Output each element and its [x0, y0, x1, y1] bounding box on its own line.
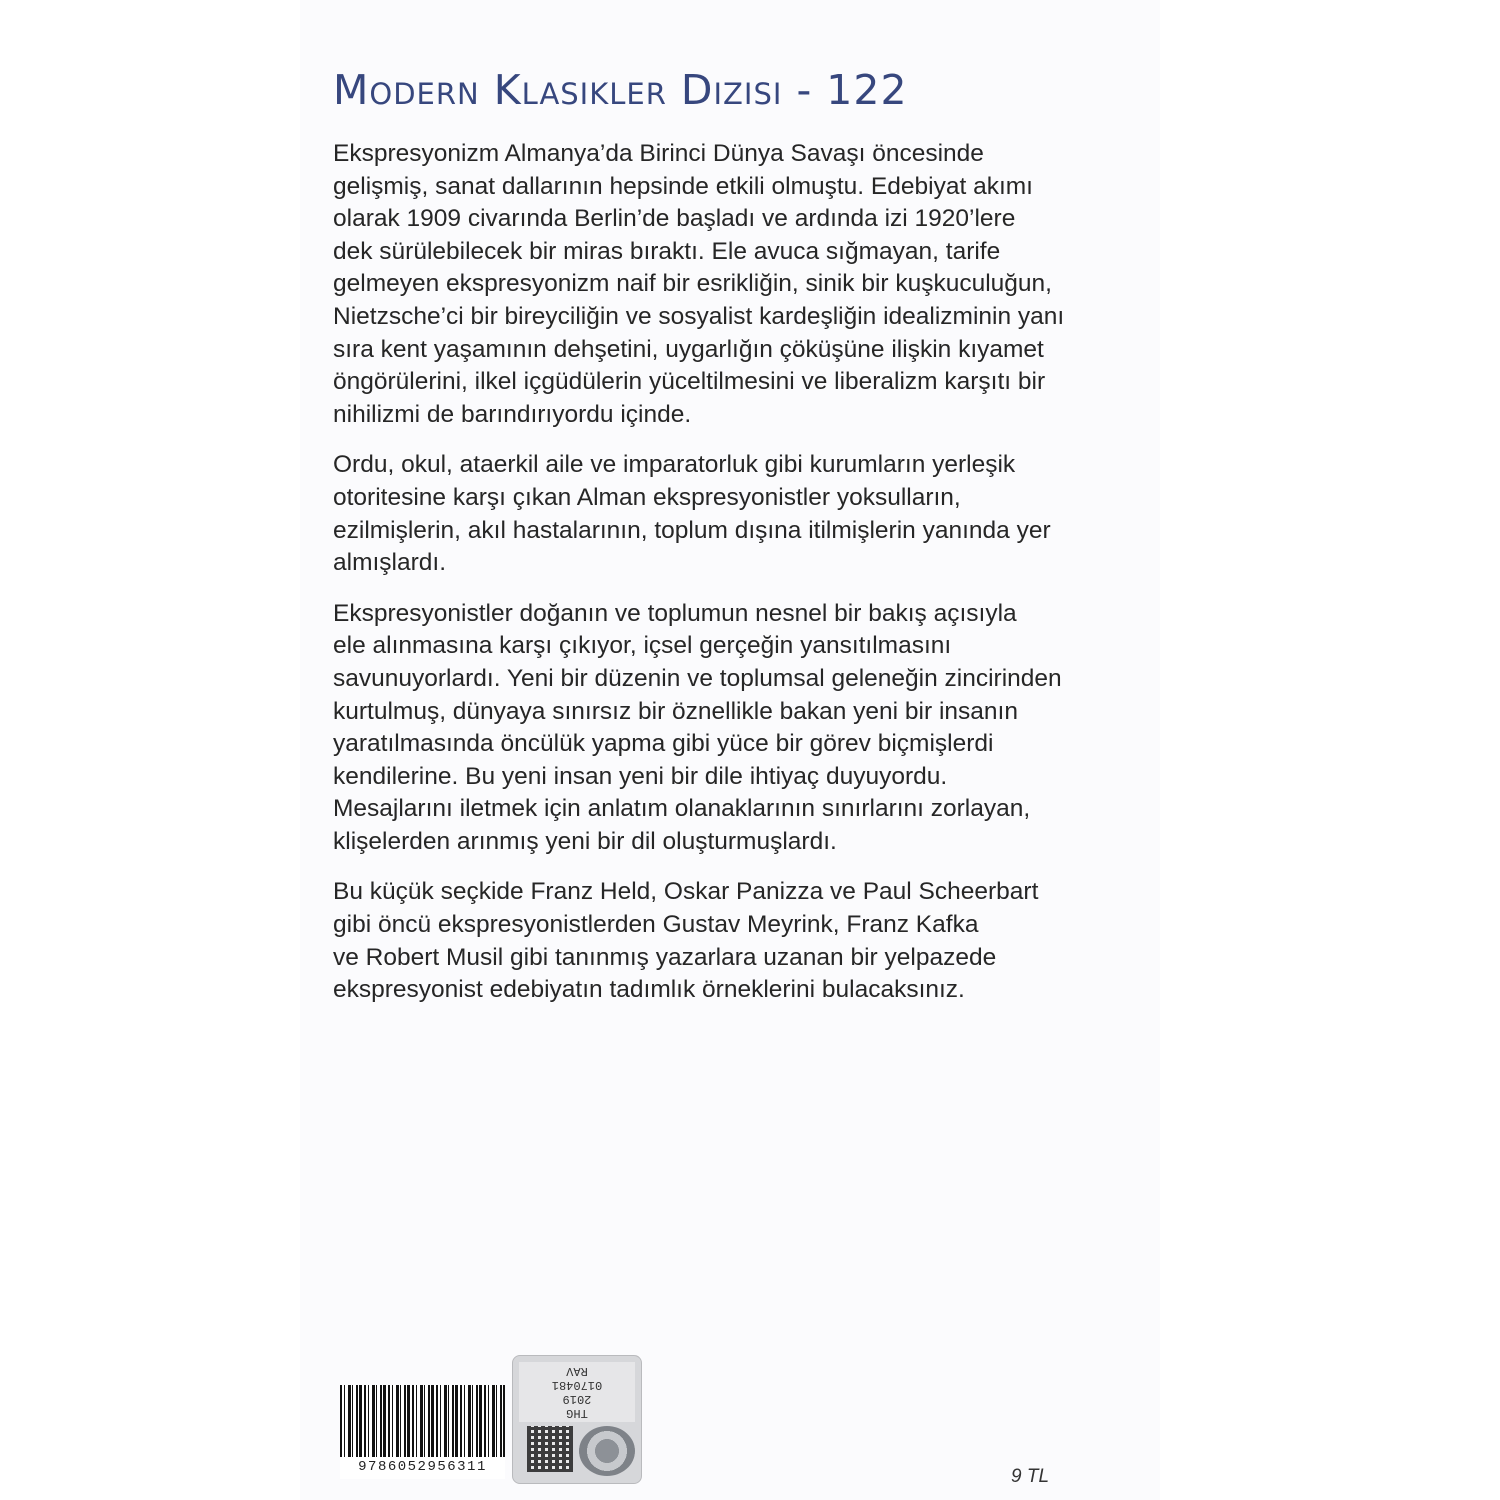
series-title: Modern Klasikler Dizisi - 122	[333, 66, 908, 114]
isbn-barcode	[340, 1385, 505, 1479]
price: 9 TL	[1011, 1466, 1050, 1487]
paragraph: Ekspresyonizm Almanya’da Birinci Dünya Savaşı öncesinde gelişmiş, sanat dallarının hepsinde etkili olmuştu. Edebiyat akımı olarak 1909 civarında Berlin’de başladı ve ardında izi 1920’lere dek sürülebilecek bir miras bıraktı. Ele avuca sığmayan, tarife gelmeyen ekspresyonizm naif bir esrikliğin, sinik bir kuşkuculuğun, Nietzsche’ci bir bireyciliğin ve sosyalist kardeşliğin idealizminin yanı sıra kent yaşamının dehşetini, uygarlığın çöküşüne ilişkin kıyamet öngörülerini, ilkel içgüdülerin yüceltilmesini ve liberalizm karşıtı bir nihilizmi de barındırıyordu içinde.	[333, 140, 1065, 428]
qr-code-icon	[527, 1426, 573, 1472]
hologram-icon	[579, 1426, 635, 1476]
barcode-bars	[340, 1385, 505, 1457]
isbn-number: 9786052956311	[358, 1459, 487, 1475]
paragraph: Bu küçük seçkide Franz Held, Oskar Panizza ve Paul Scheerbart gibi öncü ekspresyonistlerden Gustav Meyrink, Franz Kafka ve Robert Musil gibi tanınmış yazarlara uzanan bir yelpazede ekspresyonist edebiyatın tadımlık örneklerini bulacaksınız.	[333, 878, 1039, 1004]
paragraph: Ordu, okul, ataerkil aile ve imparatorluk gibi kurumların yerleşik otoritesine karşı çıkan Alman ekspresyonistler yoksulların, ezilmişlerin, akıl hastalarının, toplum dışına itilmişlerin yanında yer almışlardı.	[333, 451, 1051, 577]
banderole-sticker	[512, 1355, 642, 1484]
paragraph: Ekspresyonistler doğanın ve toplumun nesnel bir bakış açısıyla ele alınmasına karşı çıkıyor, içsel gerçeğin yansıtılmasını savunuyorlardı. Yeni bir düzenin ve toplumsal geleneğin zincirinden kurtulmuş, dünyaya sınırsız bir öznellikle bakan yeni bir insanın yaratılmasında öncülük yapma gibi yüce bir görev biçmişlerdi kendilerine. Bu yeni insan yeni bir dile ihtiyaç duyuyordu. Mesajlarını iletmek için anlatım olanaklarının sınırlarını zorlayan, klişelerden arınmış yeni bir dil oluşturmuşlardı.	[333, 599, 1062, 855]
sticker-line: RAV	[566, 1364, 588, 1378]
blurb-text	[333, 138, 1123, 1025]
sticker-line: 2019	[562, 1392, 592, 1406]
sticker-line: 0170481	[551, 1378, 603, 1392]
sticker-line: THG	[566, 1406, 588, 1420]
sticker-serial	[521, 1364, 633, 1420]
